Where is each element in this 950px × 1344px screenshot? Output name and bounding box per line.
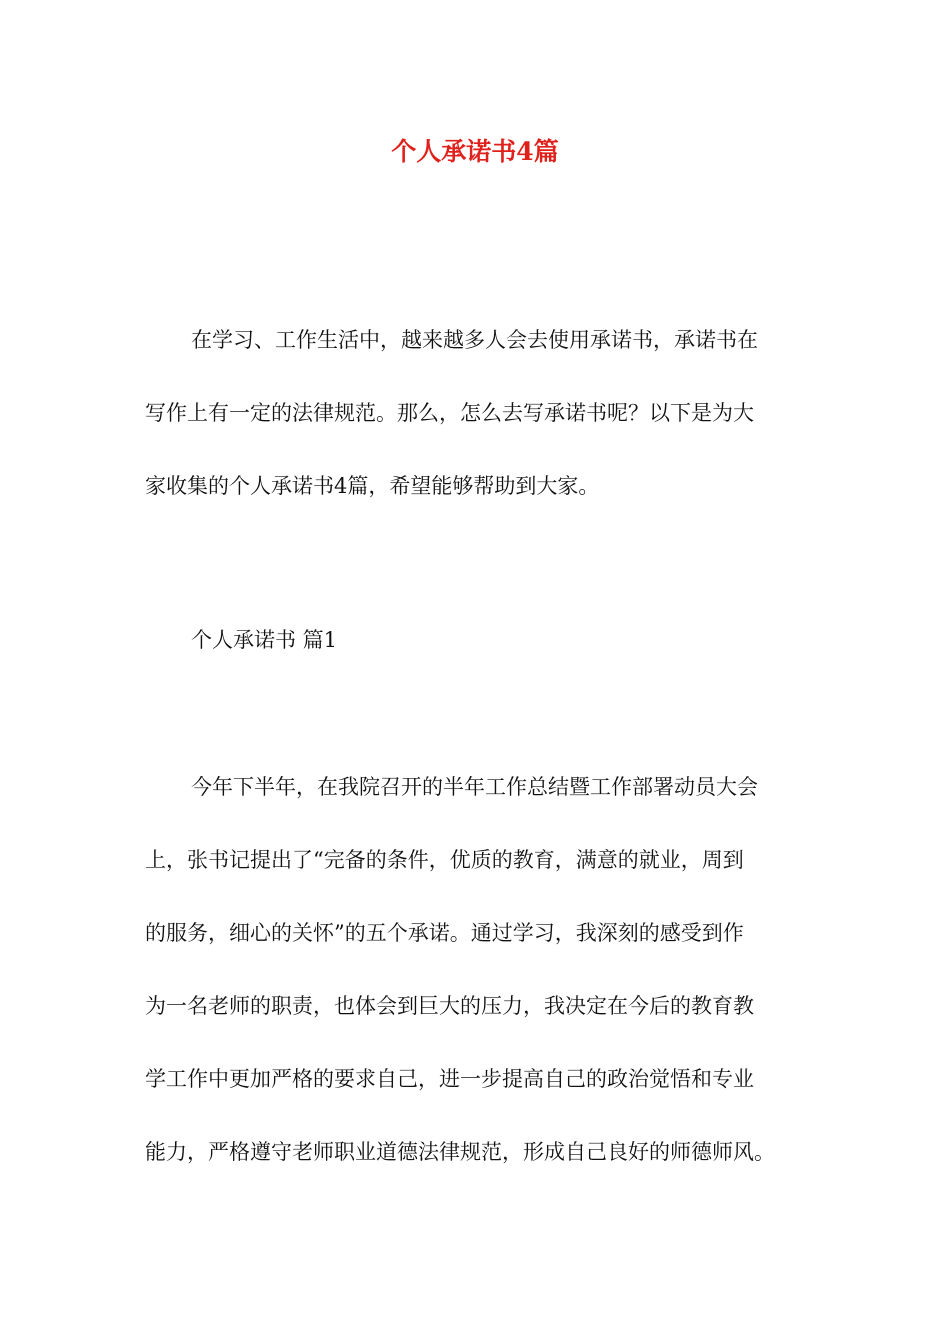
body-line: 上，张书记提出了“完备的条件，优质的教育，满意的就业，周到 xyxy=(145,848,744,872)
body-line: 为一名老师的职责，也体会到巨大的压力，我决定在今后的教育教 xyxy=(145,994,754,1018)
body-line: 学工作中更加严格的要求自己，进一步提高自己的政治觉悟和专业 xyxy=(145,1067,754,1091)
intro-paragraph xyxy=(145,304,815,523)
section-heading: 个人承诺书 篇1 xyxy=(191,628,338,652)
intro-line: 写作上有一定的法律规范。那么，怎么去写承诺书呢？以下是为大 xyxy=(145,401,754,425)
body-line: 能力，严格遵守老师职业道德法律规范，形成自己良好的师德师风。 xyxy=(145,1140,775,1164)
body-line: 的服务，细心的关怀”的五个承诺。通过学习，我深刻的感受到作 xyxy=(145,921,744,945)
document-title: 个人承诺书4篇 xyxy=(391,137,559,166)
body-line: 今年下半年，在我院召开的半年工作总结暨工作部署动员大会 xyxy=(191,775,758,799)
body-paragraph xyxy=(145,751,815,1189)
intro-line: 家收集的个人承诺书4篇，希望能够帮助到大家。 xyxy=(145,474,600,498)
intro-line: 在学习、工作生活中，越来越多人会去使用承诺书，承诺书在 xyxy=(191,328,758,352)
